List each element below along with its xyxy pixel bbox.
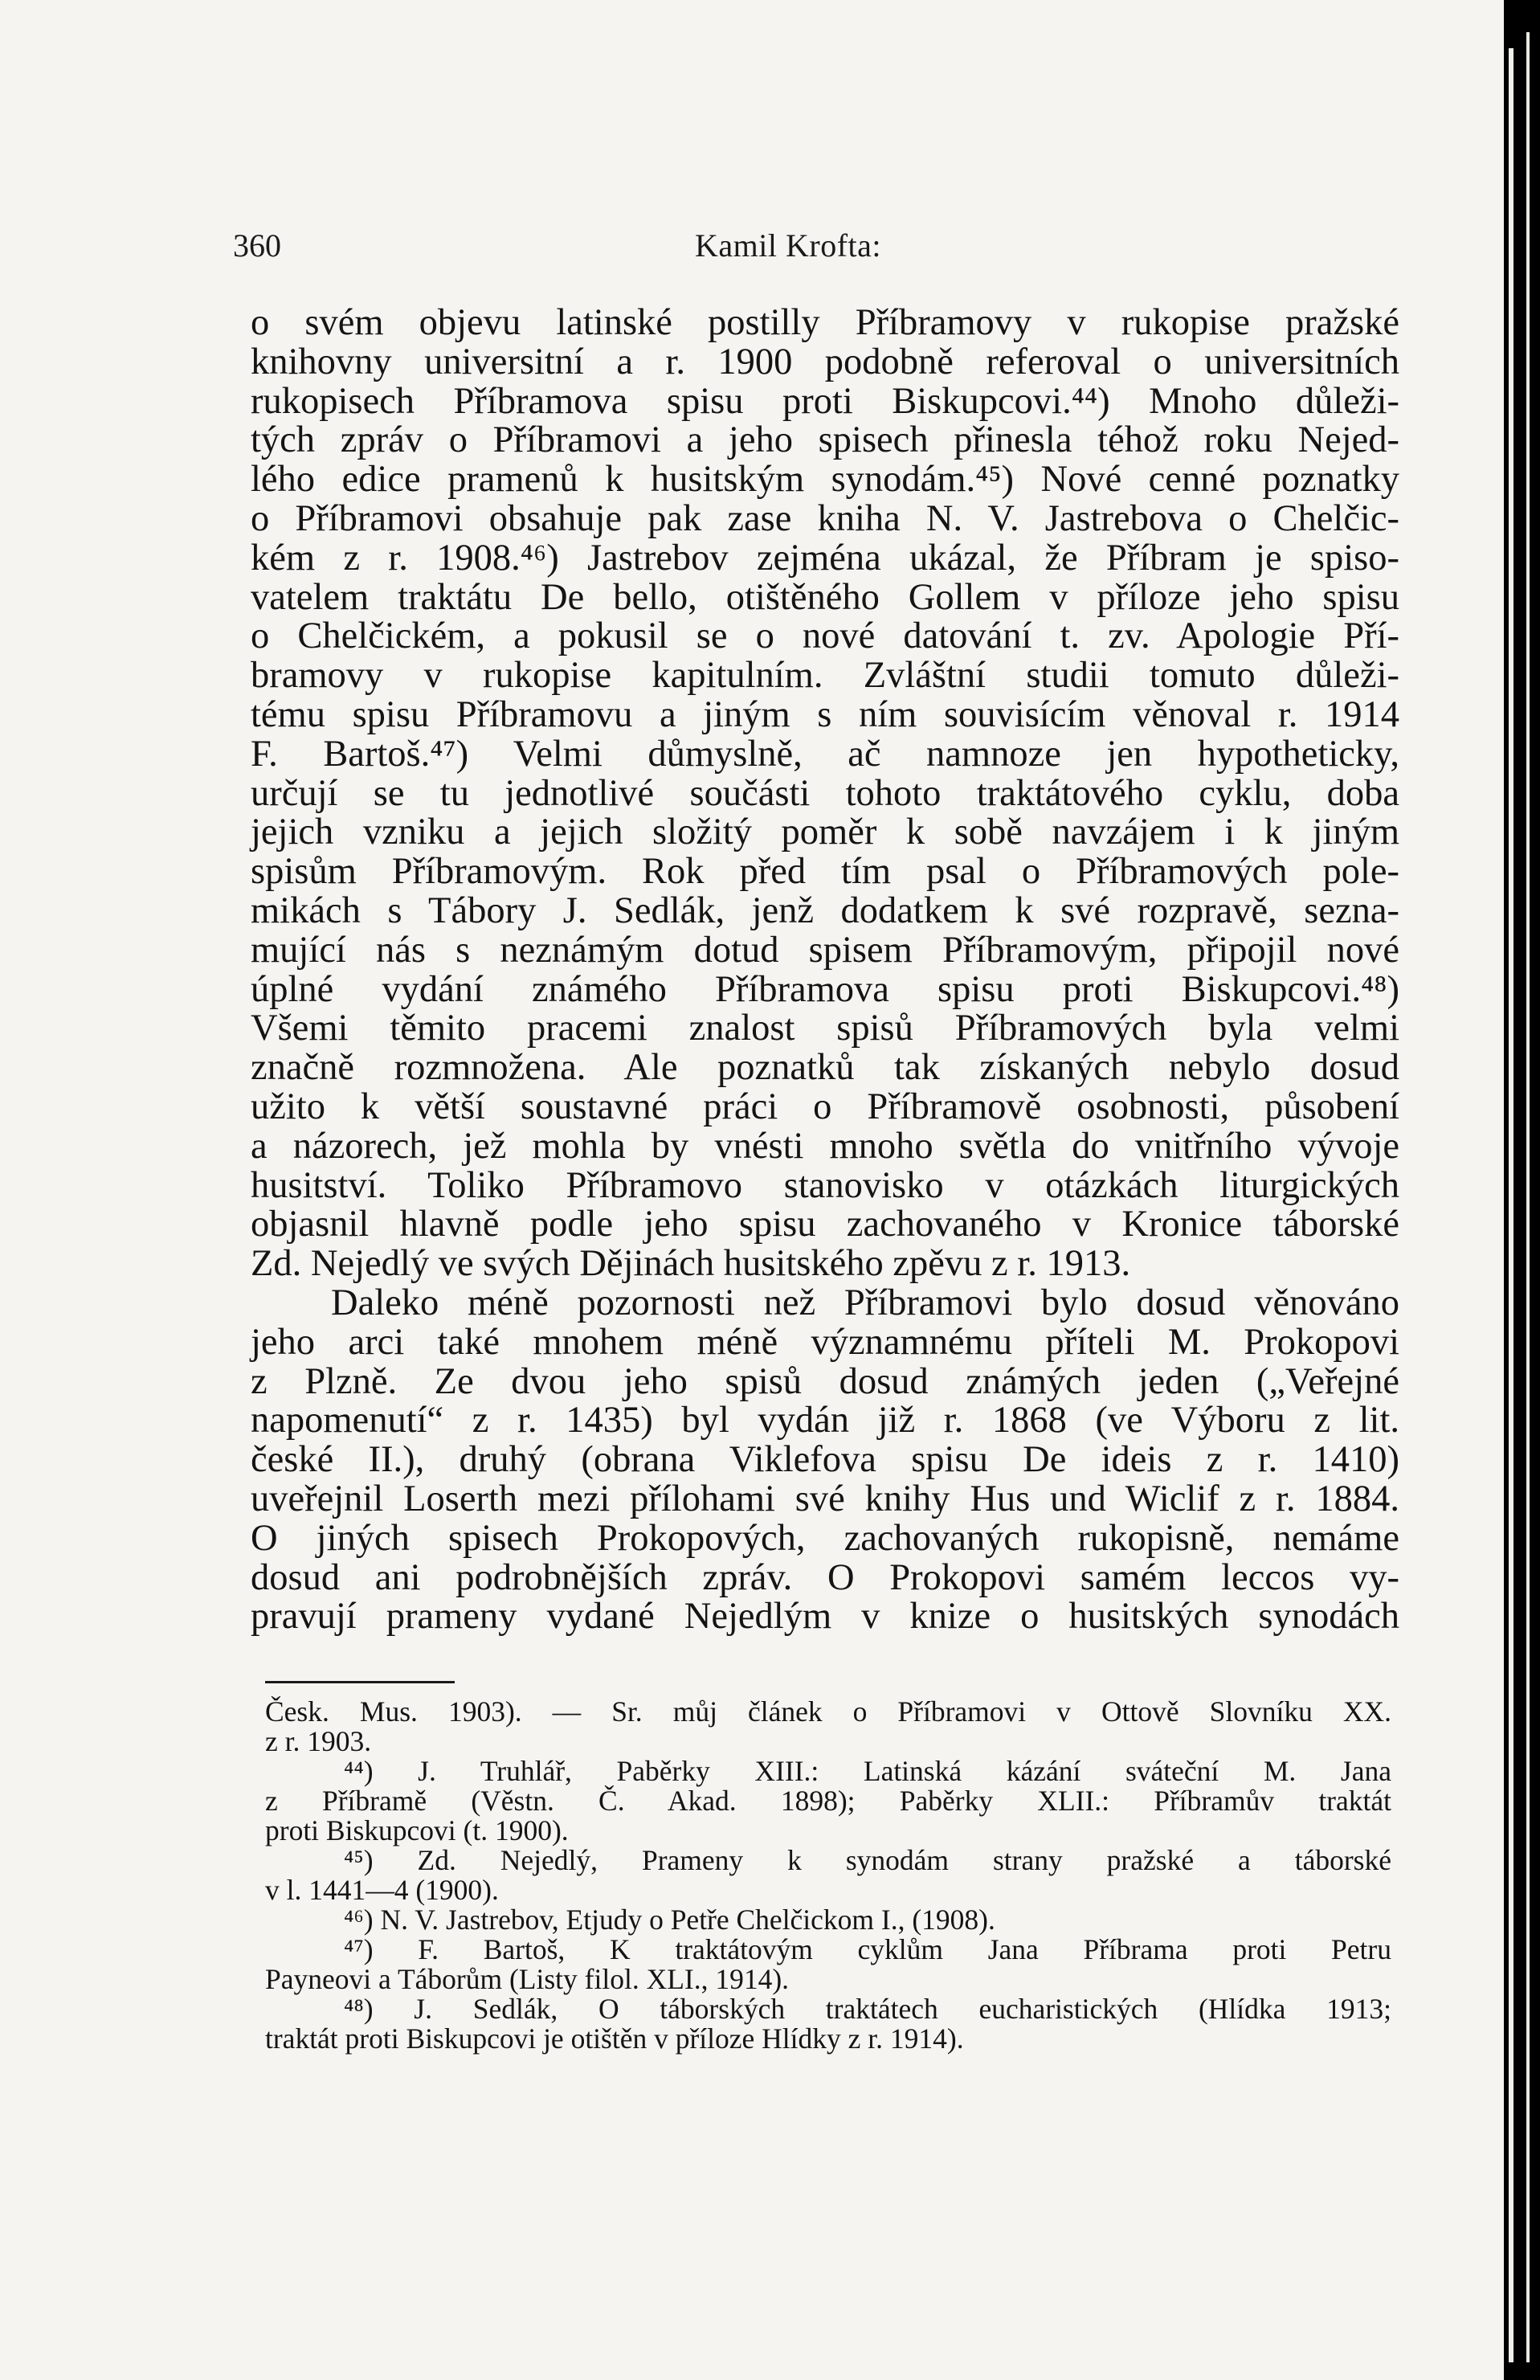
text-line: spisům Příbramovým. Rok před tím psal o Příbramových pole-: [251, 851, 1399, 893]
footnote-46: ⁴⁶) N. V. Jastrebov, Etjudy o Petře Chelčickom I., (1908).: [344, 1904, 995, 1936]
text-line: pravují prameny vydané Nejedlým v knize o husitských synodách: [251, 1596, 1399, 1638]
footnote-line: Payneovi a Táborům (Listy filol. XLI., 1914).: [265, 1963, 790, 1995]
text-line: české II.), druhý (obrana Viklefova spisu De ideis z r. 1410): [251, 1439, 1399, 1481]
paragraph-1: [251, 304, 1399, 1284]
text-line: značně rozmnožena. Ale poznatků tak získaných nebylo dosud: [251, 1047, 1399, 1089]
text-line: o Chelčickém, a pokusil se o nové datování t. zv. Apologie Pří-: [251, 615, 1399, 657]
text-line: O jiných spisech Prokopových, zachovaných rukopisně, nemáme: [251, 1517, 1399, 1559]
footnote-line: v l. 1441—4 (1900).: [265, 1874, 499, 1906]
footnotes: [265, 1697, 1391, 2054]
text-line: Daleko méně pozornosti než Příbramovi bylo dosud věnováno: [331, 1282, 1399, 1323]
text-line: vatelem traktátu De bello, otištěného Gollem v příloze jeho spisu: [251, 576, 1399, 618]
text-line: napomenutí“ z r. 1435) byl vydán již r. 1868 (ve Výboru z lit.: [251, 1400, 1399, 1441]
text-line: uveřejnil Loserth mezi přílohami své knihy Hus und Wiclif z r. 1884.: [251, 1478, 1399, 1519]
footnote-rule: [265, 1681, 455, 1683]
text-line: mikách s Tábory J. Sedlák, jenž dodatkem k své rozpravě, sezna-: [251, 889, 1399, 931]
footnote-44: ⁴⁴) J. Truhlář, Paběrky XIII.: Latinská kázání sváteční M. Jana: [344, 1755, 1391, 1787]
paragraph-2: [251, 1284, 1399, 1637]
text-line: mující nás s neznámým dotud spisem Příbramovým, připojil nové: [251, 929, 1399, 971]
text-line: z Plzně. Ze dvou jeho spisů dosud známých jeden („Veřejné: [251, 1360, 1399, 1402]
text-line: kém z r. 1908.⁴⁶) Jastrebov zejména ukázal, že Příbram je spiso-: [251, 537, 1399, 579]
footnote-48: ⁴⁸) J. Sedlák, O táborských traktátech eucharistických (Hlídka 1913;: [344, 1993, 1391, 2025]
text-line: objasnil hlavně podle jeho spisu zachovaného v Kronice táborské: [251, 1204, 1399, 1245]
footnote-line: z Příbramě (Věstn. Č. Akad. 1898); Paběrky XLII.: Příbramův traktát: [265, 1785, 1391, 1817]
running-head: Kamil Krofta:: [695, 227, 881, 264]
text-line: tých zpráv o Příbramovi a jeho spisech přinesla téhož roku Nejed-: [251, 419, 1399, 461]
text-line: lého edice pramenů k husitským synodám.⁴⁵) Nové cenné poznatky: [251, 459, 1399, 501]
footnote-line: Česk. Mus. 1903). — Sr. můj článek o Příbramovi v Ottově Slovníku XX.: [265, 1695, 1391, 1728]
text-line: knihovny universitní a r. 1900 podobně referoval o universitních: [251, 341, 1399, 382]
text-line: a názorech, jež mohla by vnésti mnoho světla do vnitřního vývoje: [251, 1125, 1399, 1167]
text-line: o Příbramovi obsahuje pak zase kniha N. V. Jastrebova o Chelčic-: [251, 497, 1399, 539]
text-line: jeho arci také mnohem méně významnému příteli M. Prokopovi: [251, 1321, 1399, 1363]
footnote-45: ⁴⁵) Zd. Nejedlý, Prameny k synodám strany pražské a táborské: [344, 1844, 1391, 1876]
text-line: jejich vzniku a jejich složitý poměr k sobě navzájem i k jiným: [251, 812, 1399, 853]
text-line: užito k větší soustavné práci o Příbramově osobnosti, působení: [251, 1086, 1399, 1127]
text-line: tému spisu Příbramovu a jiným s ním souvisícím věnoval r. 1914: [251, 693, 1399, 735]
text-line: bramovy v rukopise kapitulním. Zvláštní studii tomuto důleži-: [251, 655, 1399, 697]
body-text: [251, 304, 1399, 1637]
footnote-47: ⁴⁷) F. Bartoš, K traktátovým cyklům Jana Příbrama proti Petru: [344, 1933, 1391, 1965]
text-line: úplné vydání známého Příbramova spisu proti Biskupcovi.⁴⁸): [251, 968, 1399, 1010]
text-line: Zd. Nejedlý ve svých Dějinách husitského zpěvu z r. 1913.: [251, 1243, 1131, 1285]
page-number: 360: [233, 227, 281, 264]
text-line: husitství. Toliko Příbramovo stanovisko v otázkách liturgických: [251, 1164, 1399, 1206]
text-line: dosud ani podrobnějších zpráv. O Prokopovi samém leccos vy-: [251, 1556, 1399, 1598]
footnote-line: proti Biskupcovi (t. 1900).: [265, 1814, 569, 1846]
text-line: o svém objevu latinské postilly Příbramovy v rukopise pražské: [251, 302, 1399, 343]
text-line: rukopisech Příbramova spisu proti Biskupcovi.⁴⁴) Mnoho důleži-: [251, 380, 1399, 422]
text-line: Všemi těmito pracemi znalost spisů Příbramových byla velmi: [251, 1008, 1399, 1049]
page-edge: [1509, 48, 1513, 2362]
text-line: F. Bartoš.⁴⁷) Velmi důmyslně, ač namnoze jen hypotheticky,: [251, 733, 1399, 775]
footnote-line: traktát proti Biskupcovi je otištěn v příloze Hlídky z r. 1914).: [265, 2022, 964, 2055]
page-edge-outer: [1526, 32, 1530, 2362]
footnote-line: z r. 1903.: [265, 1725, 372, 1757]
text-line: určují se tu jednotlivé součásti tohoto traktátového cyklu, doba: [251, 772, 1399, 814]
page-header: [0, 227, 1540, 275]
